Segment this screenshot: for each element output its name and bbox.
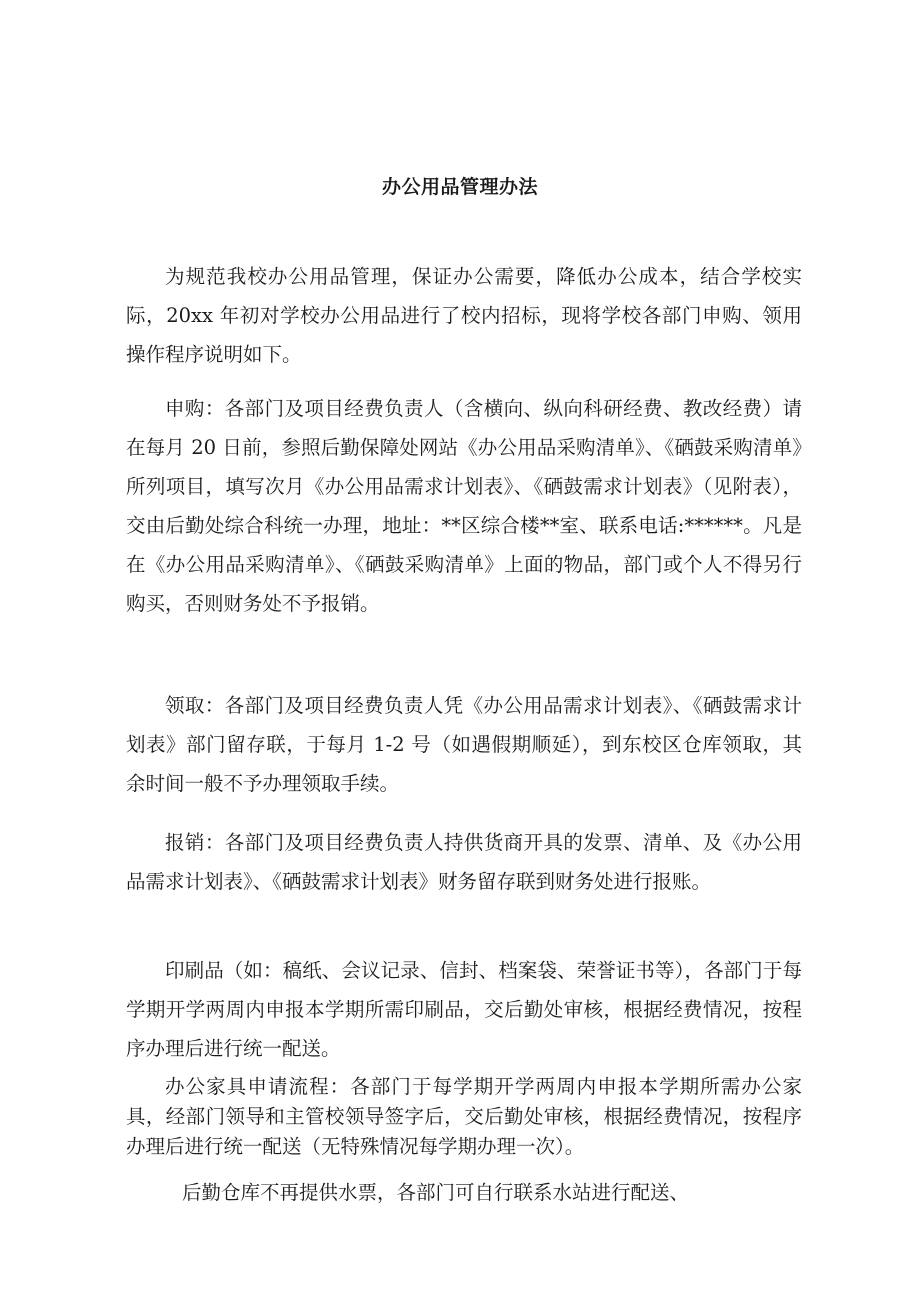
paragraph-apply: 申购：各部门及项目经费负责人（含横向、纵向科研经费、教改经费）请在每月 20 日前，参照后勤保障处网站《办公用品采购清单》、《硒鼓采购清单》所列项目，填写次月《办公用品需求计划表》、《硒鼓需求计划表》（见附表），交由后勤处综合科统一办理，地址：**区综合楼**室、联系电话:******。凡是在《办公用品采购清单》、《硒鼓采购清单》上面的物品，部门或个人不得另行购买，否则财务处不予报销。 xyxy=(126,397,802,615)
paragraph-collect: 领取：各部门及项目经费负责人凭《办公用品需求计划表》、《硒鼓需求计划表》部门留存联，于每月 1-2 号（如遇假期顺延），到东校区仓库领取，其余时间一般不予办理领取手续。 xyxy=(126,694,802,795)
paragraph-reimburse: 报销：各部门及项目经费负责人持供货商开具的发票、清单、及《办公用品需求计划表》、《硒鼓需求计划表》财务留存联到财务处进行报账。 xyxy=(126,831,802,893)
paragraph-intro: 为规范我校办公用品管理，保证办公需要，降低办公成本，结合学校实际，20xx 年初对学校办公用品进行了校内招标，现将学校各部门申购、领用操作程序说明如下。 xyxy=(126,265,802,366)
paragraph-printed-materials: 印刷品（如：稿纸、会议记录、信封、档案袋、荣誉证书等），各部门于每学期开学两周内申报本学期所需印刷品，交后勤处审核，根据经费情况，按程序办理后进行统一配送。 xyxy=(126,959,802,1060)
document-title: 办公用品管理办法 xyxy=(381,176,538,198)
paragraph-water: 后勤仓库不再提供水票，各部门可自行联系水站进行配送、 xyxy=(182,1181,690,1204)
paragraph-furniture: 办公家具申请流程：各部门于每学期开学两周内申报本学期所需办公家具，经部门领导和主管校领导签字后，交后勤处审核，根据经费情况，按程序办理后进行统一配送（无特殊情况每学期办理一次）。 xyxy=(126,1075,802,1158)
